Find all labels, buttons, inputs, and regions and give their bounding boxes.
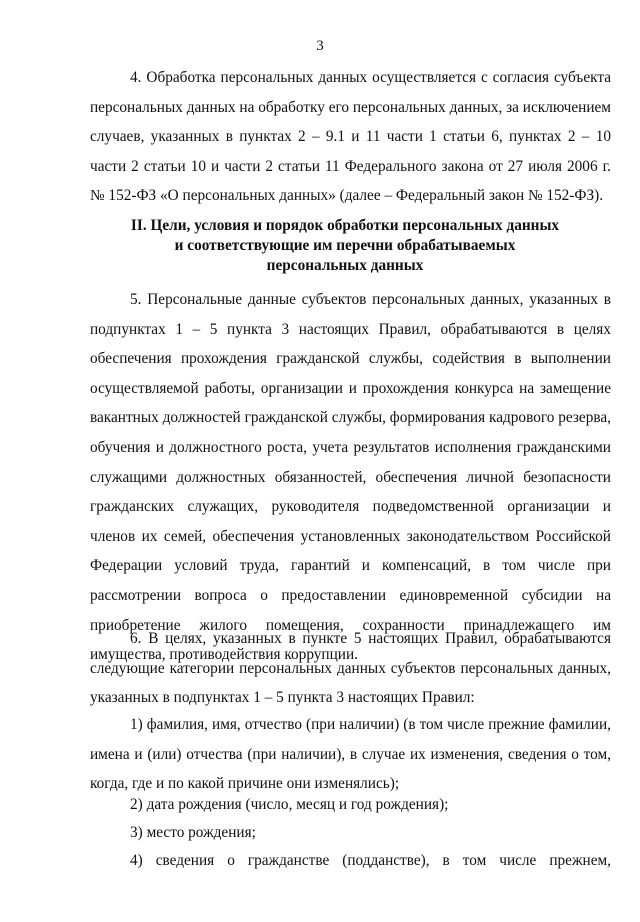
list-item-1: 1) фамилия, имя, отчество (при наличии) (в том числе прежние фамилии, имена и (или) отчества (при наличии), в случае их изменения, сведения о том, когда, где и по какой причине они изменялись); — [90, 716, 611, 793]
paragraph-6: 6. В целях, указанных в пункте 5 настоящих Правил, обрабатываются следующие категории персональных данных субъектов персональных данных, указанных в подпунктах 1 – 5 пункта 3 настоящих Правил: — [90, 630, 611, 707]
list-item-4: 4) сведения о гражданстве (подданстве), в том числе прежнем, — [130, 852, 611, 869]
section-heading-line-3: персональных данных — [266, 257, 424, 274]
section-heading-line-1: II. Цели, условия и порядок обработки персональных данных — [130, 217, 560, 234]
section-heading-line-2: и соответствующие им перечни обрабатываемых — [174, 237, 516, 254]
paragraph-5: 5. Персональные данные субъектов персональных данных, указанных в подпунктах 1 – 5 пункта 3 настоящих Правил, обрабатываются в целях обеспечения прохождения гражданской службы, содействия в выполнении осуществляемой работы, организации и прохождения конкурса на замещение вакантных должностей гражданской службы, формирования кадрового резерва, обучения и должностного роста, учета результатов исполнения гражданскими служащими должностных обязанностей, обеспечения личной безопасности гражданских служащих, руководителя подведомственной организации и членов их семей, обеспечения установленных законодательством Российской Федерации условий труда, гарантий и компенсаций, в том числе при рассмотрении вопроса о предоставлении единовременной субсидии на приобретение жилого помещения, сохранности принадлежащего им имущества, противодействия коррупции. — [90, 291, 611, 664]
page-number: 3 — [316, 38, 324, 54]
section-heading — [110, 216, 580, 276]
list-item-2: 2) дата рождения (число, месяц и год рождения); — [130, 796, 449, 813]
paragraph-4: 4. Обработка персональных данных осуществляется с согласия субъекта персональных данных на обработку его персональных данных, за исключением случаев, указанных в пунктах 2 – 9.1 и 11 части 1 статьи 6, пунктах 2 – 10 части 2 статьи 10 и части 2 статьи 11 Федерального закона от 27 июля 2006 г. № 152-ФЗ «О персональных данных» (далее – Федеральный закон № 152-ФЗ). — [90, 69, 611, 205]
list-item-3: 3) место рождения; — [130, 824, 256, 841]
